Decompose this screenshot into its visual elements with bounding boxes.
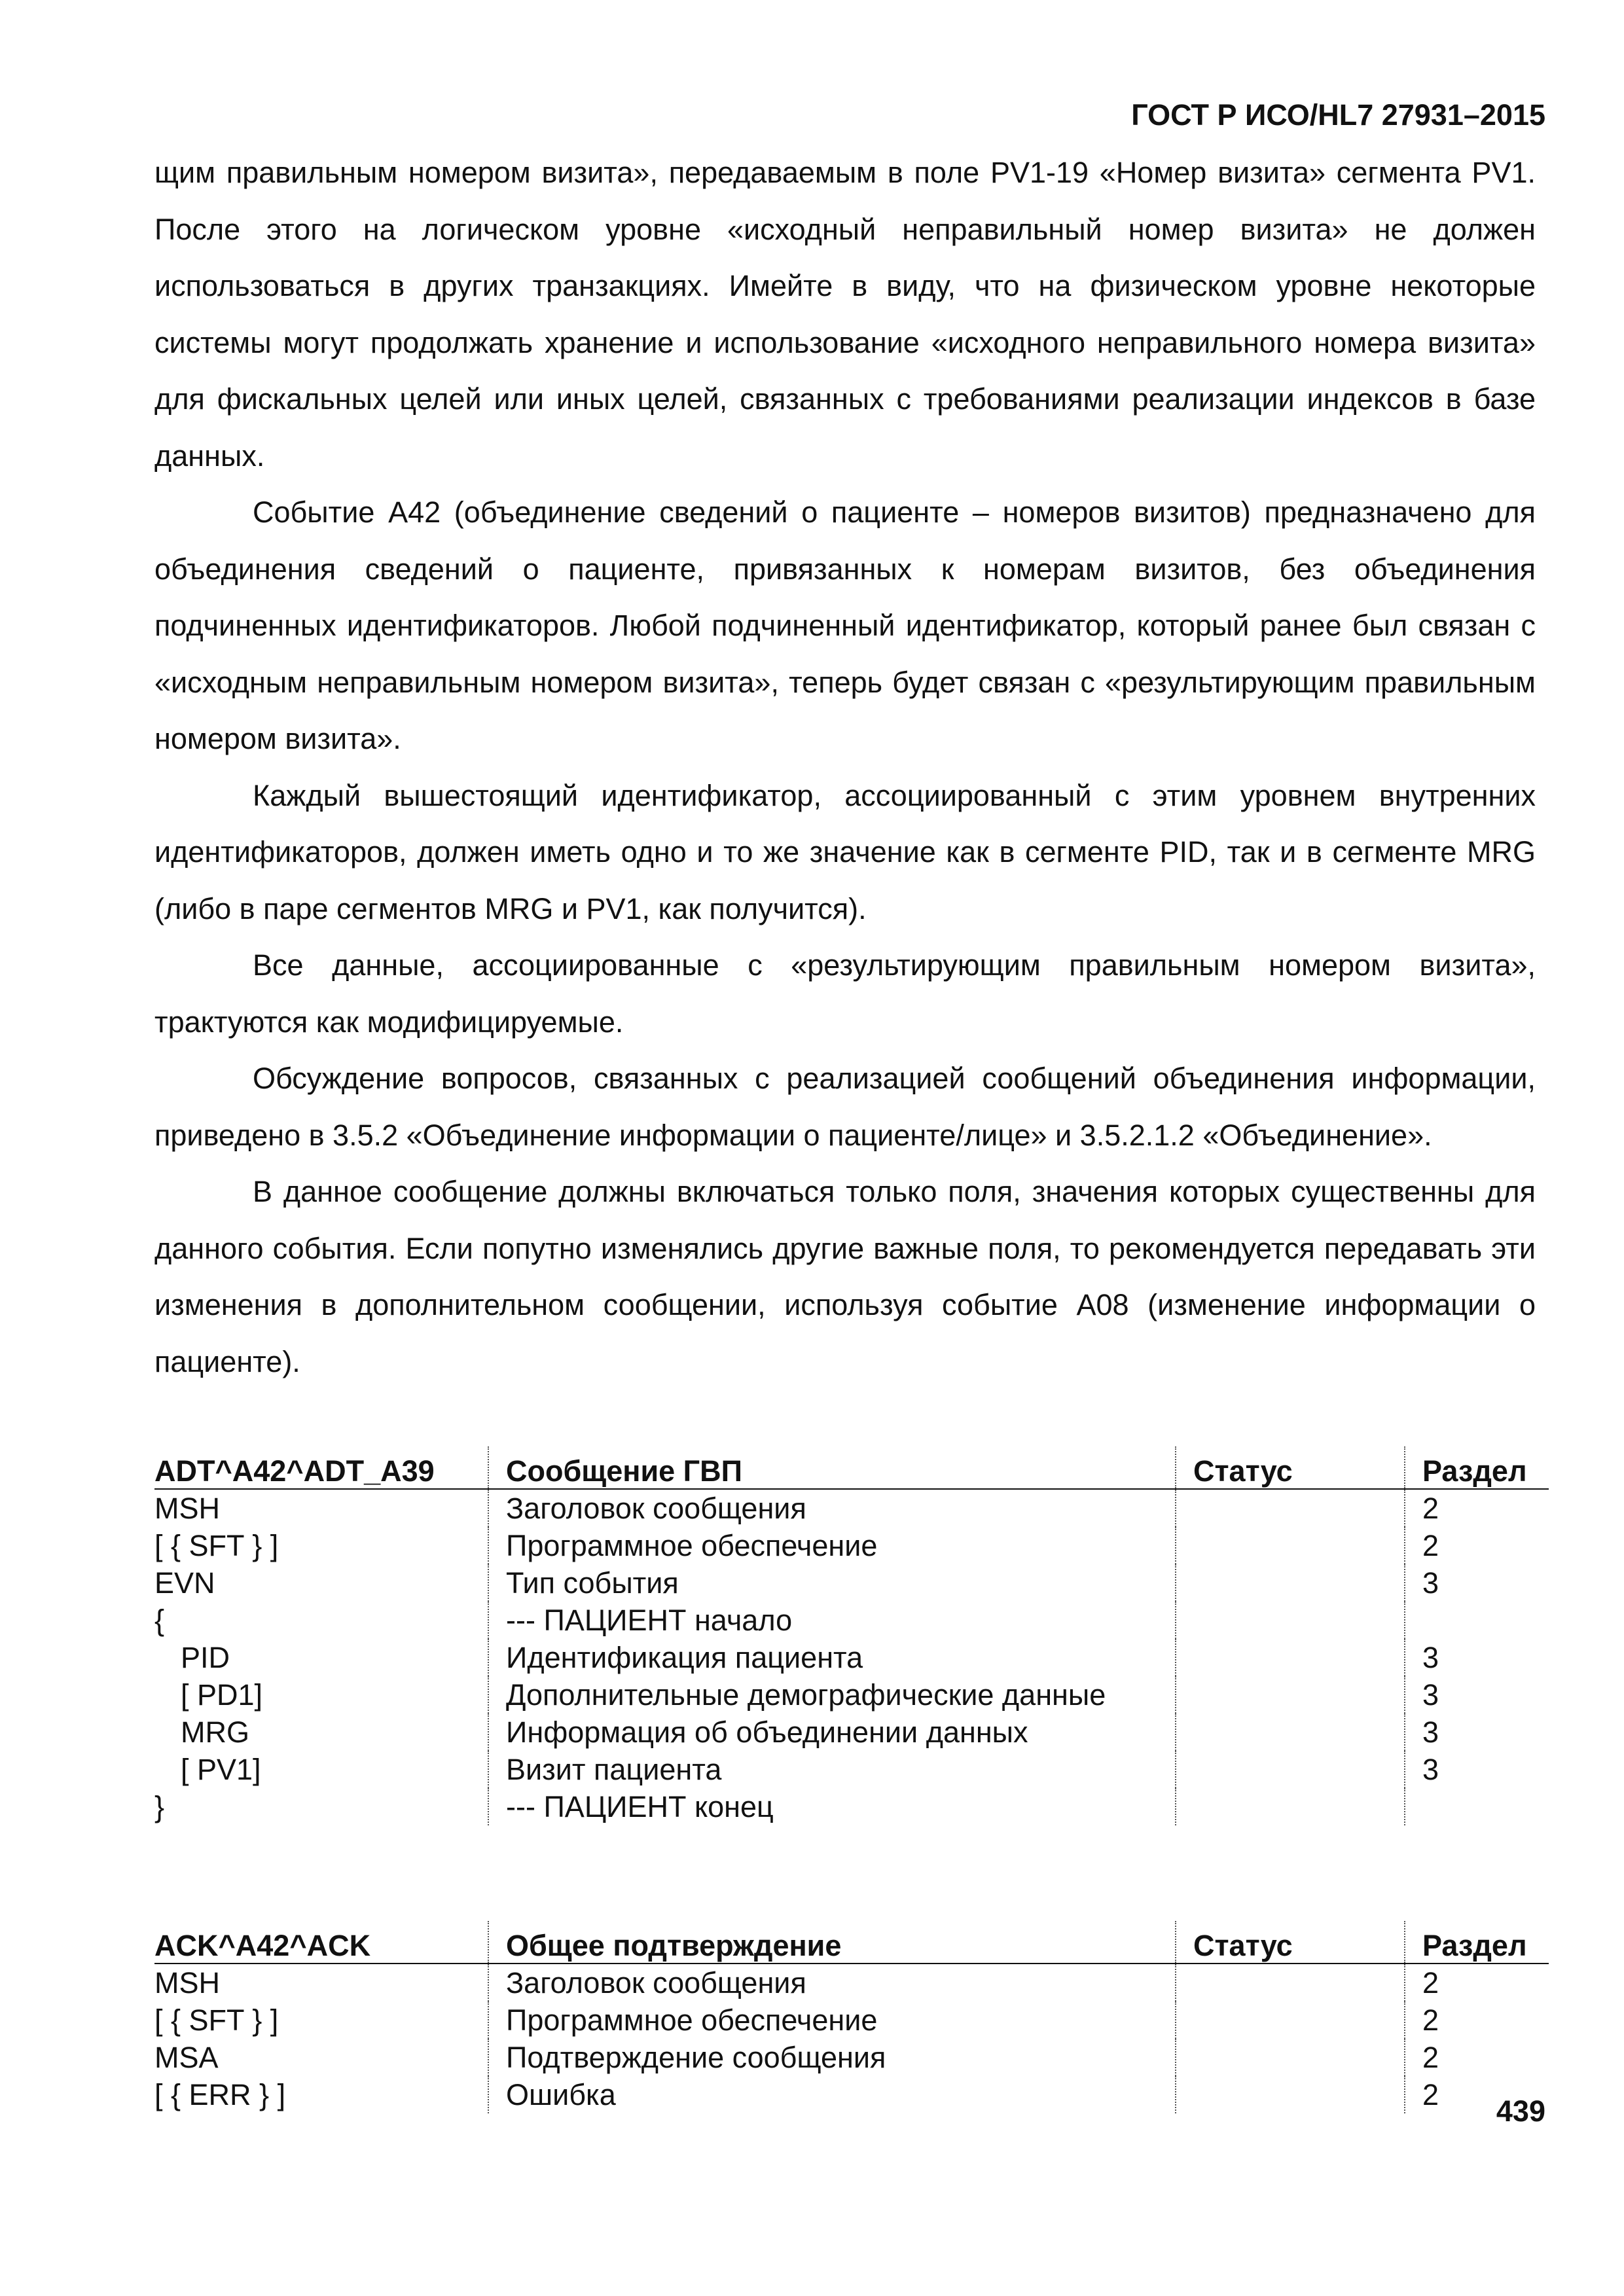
paragraph: В данное сообщение должны включаться только поля, значения которых существенны для данного события. Если попутно изменялись другие важные поля, то рекомендуется передавать эти изменения в дополнительном сообщении, используя событие A08 (изменение информации о пациенте). — [154, 1175, 1536, 1378]
document-standard-header: ГОСТ Р ИСО/HL7 27931–2015 — [1131, 98, 1545, 132]
status-cell — [1176, 1788, 1405, 1825]
segment-cell: MRG — [181, 1715, 249, 1749]
column-header-status: Статус — [1176, 1446, 1405, 1489]
segment-cell: [ { ERR } ] — [154, 2078, 286, 2111]
segment-cell: PID — [181, 1641, 230, 1674]
description-cell: Тип события — [488, 1564, 1176, 1602]
status-cell — [1176, 1676, 1405, 1713]
paragraph: Каждый вышестоящий идентификатор, ассоциированный с этим уровнем внутренних идентификаторов, должен иметь одно и то же значение как в сегменте PID, так и в сегменте MRG (либо в паре сегментов MRG и PV1, как получится). — [154, 778, 1536, 925]
column-header-message: Общее подтверждение — [488, 1921, 1176, 1964]
section-cell: 2 — [1405, 1527, 1549, 1564]
table-row — [154, 1564, 1549, 1602]
page-number: 439 — [1496, 2094, 1545, 2128]
section-cell: 2 — [1405, 1489, 1549, 1527]
description-cell: Подтверждение сообщения — [488, 2039, 1176, 2076]
status-cell — [1176, 1527, 1405, 1564]
section-cell — [1405, 1788, 1549, 1825]
status-cell — [1176, 1964, 1405, 2001]
section-cell: 2 — [1405, 2001, 1549, 2039]
adt-a42-message-table — [154, 1446, 1549, 1825]
table-row — [154, 1639, 1549, 1676]
column-header-section: Раздел — [1405, 1446, 1549, 1489]
description-cell: Заголовок сообщения — [488, 1964, 1176, 2001]
status-cell — [1176, 2039, 1405, 2076]
description-cell: Визит пациента — [488, 1751, 1176, 1788]
table-row — [154, 1964, 1549, 2001]
description-cell: Информация об объединении данных — [488, 1713, 1176, 1751]
table-header-row — [154, 1921, 1549, 1964]
section-cell — [1405, 1602, 1549, 1639]
section-cell: 3 — [1405, 1676, 1549, 1713]
table-row — [154, 1602, 1549, 1639]
table-row — [154, 1527, 1549, 1564]
description-cell: Ошибка — [488, 2076, 1176, 2113]
status-cell — [1176, 1751, 1405, 1788]
description-cell: Заголовок сообщения — [488, 1489, 1176, 1527]
section-cell: 3 — [1405, 1751, 1549, 1788]
description-cell: Дополнительные демографические данные — [488, 1676, 1176, 1713]
paragraph: Обсуждение вопросов, связанных с реализацией сообщений объединения информации, приведено в 3.5.2 «Объединение информации о пациенте/лице» и 3.5.2.1.2 «Объединение». — [154, 1062, 1536, 1152]
segment-cell: [ { SFT } ] — [154, 1529, 279, 1562]
status-cell — [1176, 1639, 1405, 1676]
segment-cell: MSH — [154, 1966, 220, 2000]
status-cell — [1176, 1602, 1405, 1639]
table-row — [154, 1489, 1549, 1527]
table-row — [154, 2039, 1549, 2076]
table-row — [154, 1788, 1549, 1825]
column-header-section: Раздел — [1405, 1921, 1549, 1964]
segment-cell: [ { SFT } ] — [154, 2003, 279, 2037]
table-header-row — [154, 1446, 1549, 1489]
table-row — [154, 1676, 1549, 1713]
status-cell — [1176, 2001, 1405, 2039]
section-cell: 2 — [1405, 2039, 1549, 2076]
column-header-status: Статус — [1176, 1921, 1405, 1964]
status-cell — [1176, 1489, 1405, 1527]
segment-cell: [ PV1] — [181, 1753, 261, 1786]
segment-cell: { — [154, 1604, 165, 1637]
section-cell: 3 — [1405, 1713, 1549, 1751]
table-row — [154, 2076, 1549, 2113]
status-cell — [1176, 1564, 1405, 1602]
ack-a42-message-table — [154, 1921, 1549, 2113]
section-cell: 2 — [1405, 1964, 1549, 2001]
description-cell: --- ПАЦИЕНТ конец — [488, 1788, 1176, 1825]
column-header-segment: ACK^A42^ACK — [154, 1921, 488, 1964]
column-header-segment: ADT^A42^ADT_A39 — [154, 1446, 488, 1489]
column-header-message: Сообщение ГВП — [488, 1446, 1176, 1489]
description-cell: Программное обеспечение — [488, 1527, 1176, 1564]
paragraph: Все данные, ассоциированные с «результирующим правильным номером визита», трактуются как модифицируемые. — [154, 948, 1536, 1039]
description-cell: Программное обеспечение — [488, 2001, 1176, 2039]
paragraph: щим правильным номером визита», передаваемым в поле PV1-19 «Номер визита» сегмента PV1. После этого на логическом уровне «исходный неправильный номер визита» не должен использоваться в других транзакциях. Имейте в виду, что на физическом уровне некоторые системы могут продолжать хранение и использование «исходного неправильного номера визита» для фискальных целей или иных целей, связанных с требованиями реализации индексов в базе данных. — [154, 156, 1536, 473]
section-cell: 3 — [1405, 1564, 1549, 1602]
table-row — [154, 1713, 1549, 1751]
description-cell: --- ПАЦИЕНТ начало — [488, 1602, 1176, 1639]
body-text — [154, 145, 1536, 1390]
segment-cell: MSA — [154, 2041, 219, 2074]
status-cell — [1176, 2076, 1405, 2113]
table-row — [154, 1751, 1549, 1788]
segment-cell: [ PD1] — [181, 1678, 263, 1712]
status-cell — [1176, 1713, 1405, 1751]
paragraph: Событие A42 (объединение сведений о пациенте – номеров визитов) предназначено для объединения сведений о пациенте, привязанных к номерам визитов, без объединения подчиненных идентификаторов. Любой подчиненный идентификатор, который ранее был связан с «исходным неправильным номером визита», теперь будет связан с «результирующим правильным номером визита». — [154, 495, 1536, 755]
table-row — [154, 2001, 1549, 2039]
section-cell: 2 — [1405, 2076, 1549, 2113]
section-cell: 3 — [1405, 1639, 1549, 1676]
segment-cell: } — [154, 1790, 165, 1823]
segment-cell: MSH — [154, 1492, 220, 1525]
segment-cell: EVN — [154, 1566, 215, 1600]
description-cell: Идентификация пациента — [488, 1639, 1176, 1676]
